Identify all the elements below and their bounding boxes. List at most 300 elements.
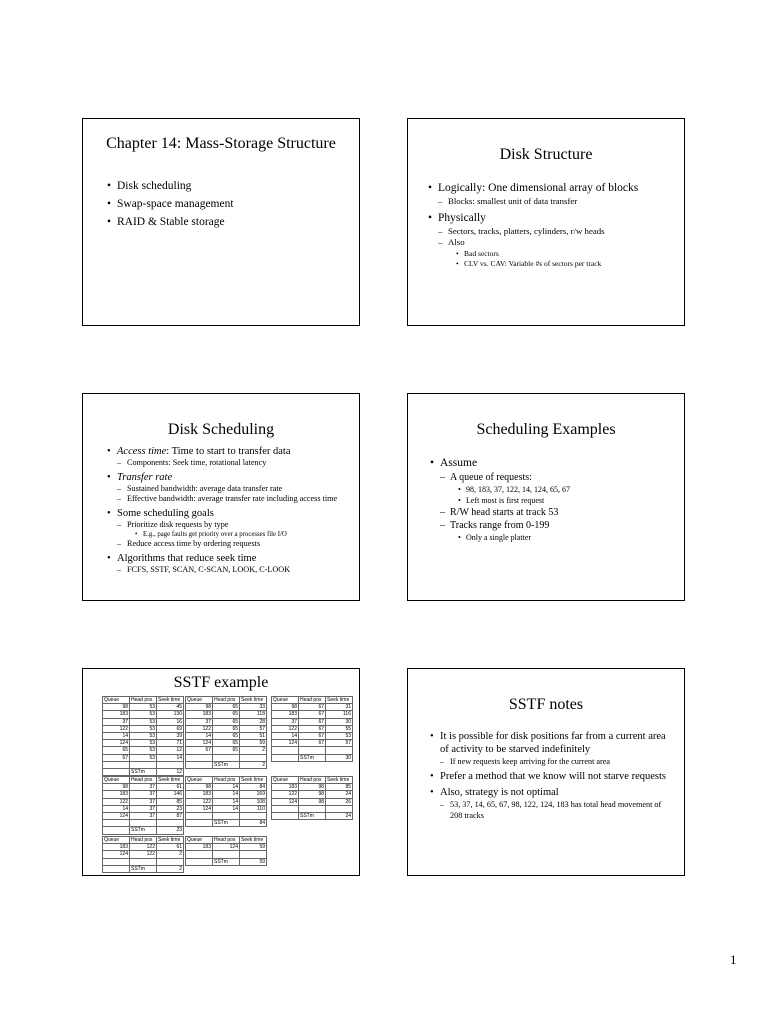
table-cell: 98 [186,784,213,791]
table-blank-row [103,858,184,865]
slide-scheduling-examples [407,393,685,601]
sub-bullet: – Components: Seek time, rotational latency [107,458,347,469]
table-sst-row [186,761,267,768]
slide-title: Chapter 14: Mass-Storage Structure [106,135,336,152]
table-cell: 116 [326,711,353,718]
table-row [103,844,184,851]
table-row [272,733,353,740]
table-cell: 53 [130,740,157,747]
table-row [186,791,267,798]
table-cell: 110 [240,805,267,812]
bullet: • Some scheduling goals [107,507,347,520]
table-header-cell: Queue [186,697,213,704]
table-cell [103,858,130,865]
table-cell: 37 [130,813,157,820]
table-row [186,725,267,732]
table-header-cell: Seek time [240,697,267,704]
table-cell: 16 [157,718,184,725]
table-header-cell: Queue [103,837,130,844]
table-cell: 98 [103,784,130,791]
table-cell: 53 [130,718,157,725]
table-cell: 37 [130,791,157,798]
slide-title: Disk Structure [499,146,593,163]
table-row [272,740,353,747]
table-header-row [103,697,184,704]
table-cell [213,813,240,820]
bullet: • RAID & Stable storage [107,215,347,230]
table-cell: 122 [272,791,299,798]
table-cell: 67 [299,725,326,732]
table-cell: 71 [157,740,184,747]
table-cell: 67 [103,754,130,761]
table-cell [157,820,184,827]
table-cell: 169 [240,791,267,798]
sub-bullet: – Prioritize disk requests by type [107,520,347,531]
table-cell: 14 [213,791,240,798]
table-cell: 37 [130,798,157,805]
slide-title: Disk Scheduling [167,421,275,438]
table-header-cell: Queue [272,697,299,704]
table-header-cell: Head pos [130,837,157,844]
table-row [272,718,353,725]
sub-bullet: – Also [428,237,678,249]
table-cell: 122 [103,798,130,805]
table-row [103,851,184,858]
table-row [186,798,267,805]
table-cell: 124 [213,844,240,851]
table-header-cell: Head pos [213,697,240,704]
table-header-cell: Seek time [157,837,184,844]
sst-label: SSTm [130,827,157,834]
table-row [186,747,267,754]
table-cell [186,754,213,761]
slide-mass-storage [82,118,360,326]
table-cell: 98 [299,798,326,805]
table-cell: 67 [299,718,326,725]
sst-value: 12 [157,769,184,776]
table-cell [103,820,130,827]
table-cell: 39 [157,733,184,740]
table-cell: 65 [213,725,240,732]
table-header-row [103,777,184,784]
sub-bullet: – Sectors, tracks, platters, cylinders, r/w heads [428,226,678,238]
slide-title: SSTF notes [508,696,584,713]
table-header-row [186,837,267,844]
table-header-cell: Seek time [326,777,353,784]
sub-sub-bullet: • Only a single platter [430,532,680,543]
table-cell: 124 [272,740,299,747]
table-sst-row [186,858,267,865]
sub-bullet: – Tracks range from 0-199 [430,519,680,532]
table-cell: 61 [157,844,184,851]
bullet-emphasis: Transfer rate [117,471,173,483]
table-header-cell: Head pos [130,697,157,704]
table-cell: 23 [157,805,184,812]
table-cell: 53 [130,711,157,718]
table-row [186,844,267,851]
table-row [272,791,353,798]
table-cell: 14 [213,805,240,812]
sst-label: SSTm [213,761,240,768]
table-cell: 65 [103,747,130,754]
sst-label: SSTm [213,858,240,865]
table-cell [186,851,213,858]
table-cell: 65 [213,733,240,740]
table-header-cell: Head pos [299,777,326,784]
bullet-list [428,178,678,269]
table-cell: 67 [299,733,326,740]
page-number: 1 [730,952,737,967]
table-row [103,747,184,754]
table-blank-row [186,813,267,820]
table-cell: 98 [299,784,326,791]
sub-bullet: – Blocks: smallest unit of data transfer [428,196,678,208]
table-cell: 14 [103,805,130,812]
bullet: • Swap-space management [107,197,347,212]
table-cell: 33 [240,704,267,711]
slide-title: SSTF example [173,674,269,691]
table-sst-row [103,865,184,872]
slide-sstf-example [82,668,360,876]
table-row [272,798,353,805]
table-header-cell: Queue [186,777,213,784]
bullet-list [430,453,680,543]
table-cell: 108 [240,798,267,805]
table-cell: 124 [186,805,213,812]
table-cell: 28 [240,718,267,725]
table-cell: 37 [103,718,130,725]
table-cell [103,769,130,776]
table-cell: 146 [157,791,184,798]
table-row [272,711,353,718]
sub-sub-bullet: • Bad sectors [428,249,678,259]
table-cell: 14 [272,733,299,740]
table-cell [213,851,240,858]
slide-disk-scheduling [82,393,360,601]
bullet-list [107,443,347,575]
table-header-cell: Queue [186,837,213,844]
table-cell: 69 [157,725,184,732]
sst-value: 2 [240,761,267,768]
table-row [103,733,184,740]
table-cell: 53 [326,733,353,740]
table-cell: 65 [213,740,240,747]
table-cell: 55 [326,725,353,732]
table-cell: 67 [299,740,326,747]
table-header-row [186,697,267,704]
table-cell [240,813,267,820]
table-header-row [272,697,353,704]
table-cell: 53 [130,733,157,740]
table-cell [299,805,326,812]
table-header-cell: Seek time [157,777,184,784]
table-header-cell: Head pos [130,777,157,784]
table-sst-row [186,820,267,827]
table-sst-row [103,827,184,834]
table-header-cell: Seek time [240,837,267,844]
table-cell: 122 [272,725,299,732]
sub-sub-bullet: • Left most is first request [430,495,680,506]
table-row [186,740,267,747]
table-row [103,813,184,820]
table-cell: 85 [157,798,184,805]
table-cell: 183 [186,844,213,851]
table-cell [272,813,299,820]
table-row [186,718,267,725]
sub-bullet: – R/W head starts at track 53 [430,506,680,519]
sub-sub-bullet: • 98, 183, 37, 122, 14, 124, 65, 67 [430,484,680,495]
table-cell [186,858,213,865]
table-cell: 37 [186,718,213,725]
table-row [103,725,184,732]
table-cell: 53 [130,704,157,711]
table-row [103,740,184,747]
table-cell: 31 [326,704,353,711]
table-header-cell: Seek time [326,697,353,704]
sst-label: SSTm [299,813,326,820]
table-cell: 124 [186,740,213,747]
table-cell: 85 [326,784,353,791]
table-cell: 124 [103,813,130,820]
table-cell: 24 [326,791,353,798]
table-cell: 183 [103,711,130,718]
sub-bullet: – FCFS, SSTF, SCAN, C-SCAN, LOOK, C-LOOK [107,565,347,576]
table-cell: 87 [157,813,184,820]
sstf-table [185,836,267,866]
bullet: • Prefer a method that we know will not starve requests [430,770,670,783]
table-cell: 67 [299,711,326,718]
table-cell: 65 [213,747,240,754]
bullet: • Physically [428,211,678,226]
table-cell [130,858,157,865]
slide-disk-structure [407,118,685,326]
table-cell: 122 [186,798,213,805]
table-header-cell: Head pos [213,777,240,784]
sst-value: 30 [326,754,353,761]
table-sst-row [103,769,184,776]
table-cell [130,761,157,768]
sstf-table [271,696,353,762]
table-cell [299,747,326,754]
sstf-table [102,836,184,873]
sst-label: SSTm [213,820,240,827]
table-row [103,718,184,725]
sstf-table [271,776,353,820]
bullet [107,471,347,484]
table-cell: 37 [272,718,299,725]
table-sst-row [272,754,353,761]
table-cell: 14 [186,733,213,740]
table-cell [186,813,213,820]
table-cell: 57 [326,740,353,747]
table-cell [326,747,353,754]
table-cell [103,865,130,872]
sstf-table [185,776,267,827]
table-row [186,704,267,711]
bullet-emphasis: Access time [117,446,167,457]
bullet: • Disk scheduling [107,179,347,194]
sub-bullet: – 53, 37, 14, 65, 67, 98, 122, 124, 183 has total head movement of 208 tracks [430,799,670,821]
sst-value: 24 [326,813,353,820]
sub-bullet: – A queue of requests: [430,471,680,484]
table-cell: 59 [240,844,267,851]
table-blank-row [186,851,267,858]
table-cell: 122 [186,725,213,732]
table-cell: 14 [103,733,130,740]
table-cell: 53 [130,754,157,761]
table-cell: 14 [213,798,240,805]
table-cell: 45 [157,704,184,711]
table-blank-row [272,747,353,754]
table-cell: 183 [186,711,213,718]
table-cell: 59 [240,740,267,747]
sst-value: 59 [240,858,267,865]
sub-bullet: – If new requests keep arriving for the current area [430,756,670,767]
table-row [272,784,353,791]
slide-title: Scheduling Examples [476,421,616,438]
table-header-cell: Queue [103,777,130,784]
table-cell: 183 [103,844,130,851]
table-cell: 118 [240,711,267,718]
sub-bullet: – Reduce access time by ordering requests [107,539,347,550]
table-cell: 26 [326,798,353,805]
sst-label: SSTm [130,769,157,776]
table-cell: 122 [130,851,157,858]
table-row [103,791,184,798]
table-cell [240,851,267,858]
table-cell [157,858,184,865]
table-row [103,754,184,761]
table-blank-row [272,805,353,812]
sub-sub-bullet: • E.g., page faults get priority over a processes file I/O [107,530,347,539]
table-row [103,805,184,812]
table-cell: 53 [130,725,157,732]
sst-value: 23 [157,827,184,834]
sub-bullet: – Sustained bandwidth: average data transfer rate [107,484,347,495]
table-cell [272,805,299,812]
bullet: • Algorithms that reduce seek time [107,552,347,565]
table-cell [240,754,267,761]
table-cell: 14 [213,784,240,791]
sst-label: SSTm [299,754,326,761]
table-header-cell: Queue [272,777,299,784]
table-cell: 37 [130,784,157,791]
table-cell [186,820,213,827]
sstf-table [102,696,184,776]
slide-sstf-notes [407,668,685,876]
table-cell [186,761,213,768]
table-cell: 130 [157,711,184,718]
table-blank-row [103,820,184,827]
sst-value: 2 [157,865,184,872]
table-row [186,733,267,740]
table-cell: 98 [186,704,213,711]
table-header-cell: Head pos [213,837,240,844]
table-cell: 12 [157,747,184,754]
table-cell: 53 [130,747,157,754]
table-cell: 124 [103,851,130,858]
table-header-cell: Seek time [157,697,184,704]
table-cell: 98 [272,704,299,711]
table-sst-row [272,813,353,820]
table-cell: 51 [240,733,267,740]
table-cell: 2 [157,851,184,858]
sst-label: SSTm [130,865,157,872]
table-header-cell: Head pos [299,697,326,704]
bullet-list [430,727,670,821]
table-cell: 30 [326,718,353,725]
table-cell: 65 [213,718,240,725]
table-header-cell: Queue [103,697,130,704]
table-header-row [186,777,267,784]
sstf-table [185,696,267,769]
table-row [186,711,267,718]
table-cell: 98 [103,704,130,711]
table-cell: 2 [240,747,267,754]
bullet: • It is possible for disk positions far from a current area of activity to be starved indefinitely [430,730,670,756]
table-cell [272,754,299,761]
table-row [272,704,353,711]
table-cell: 183 [186,791,213,798]
table-cell [103,827,130,834]
table-cell: 183 [272,711,299,718]
table-cell: 57 [240,725,267,732]
table-cell: 124 [272,798,299,805]
table-cell [103,761,130,768]
table-row [103,784,184,791]
table-cell: 67 [299,704,326,711]
table-cell [130,820,157,827]
table-cell: 37 [130,805,157,812]
table-cell: 61 [157,784,184,791]
table-row [186,805,267,812]
table-header-row [272,777,353,784]
table-cell: 98 [299,791,326,798]
bullet: • Logically: One dimensional array of blocks [428,181,678,196]
table-row [103,704,184,711]
table-cell: 84 [240,784,267,791]
table-blank-row [103,761,184,768]
table-blank-row [186,754,267,761]
sub-bullet: – Effective bandwidth: average transfer rate including access time [107,494,347,505]
table-row [272,725,353,732]
table-cell: 65 [213,704,240,711]
bullet: • Also, strategy is not optimal [430,786,670,799]
table-row [103,798,184,805]
table-cell: 14 [157,754,184,761]
table-cell [326,805,353,812]
table-cell: 122 [130,844,157,851]
bullet [107,445,347,458]
table-cell: 65 [213,711,240,718]
sstf-table [102,776,184,835]
table-cell [272,747,299,754]
table-row [103,711,184,718]
bullet-text: : Time to start to transfer data [166,446,291,457]
table-cell: 124 [103,740,130,747]
table-header-row [103,837,184,844]
table-row [186,784,267,791]
table-cell: 122 [103,725,130,732]
sst-value: 84 [240,820,267,827]
table-header-cell: Seek time [240,777,267,784]
table-cell [213,754,240,761]
table-cell [157,761,184,768]
table-cell: 183 [272,784,299,791]
table-cell: 183 [103,791,130,798]
bullet: • Assume [430,456,680,471]
table-cell: 67 [186,747,213,754]
